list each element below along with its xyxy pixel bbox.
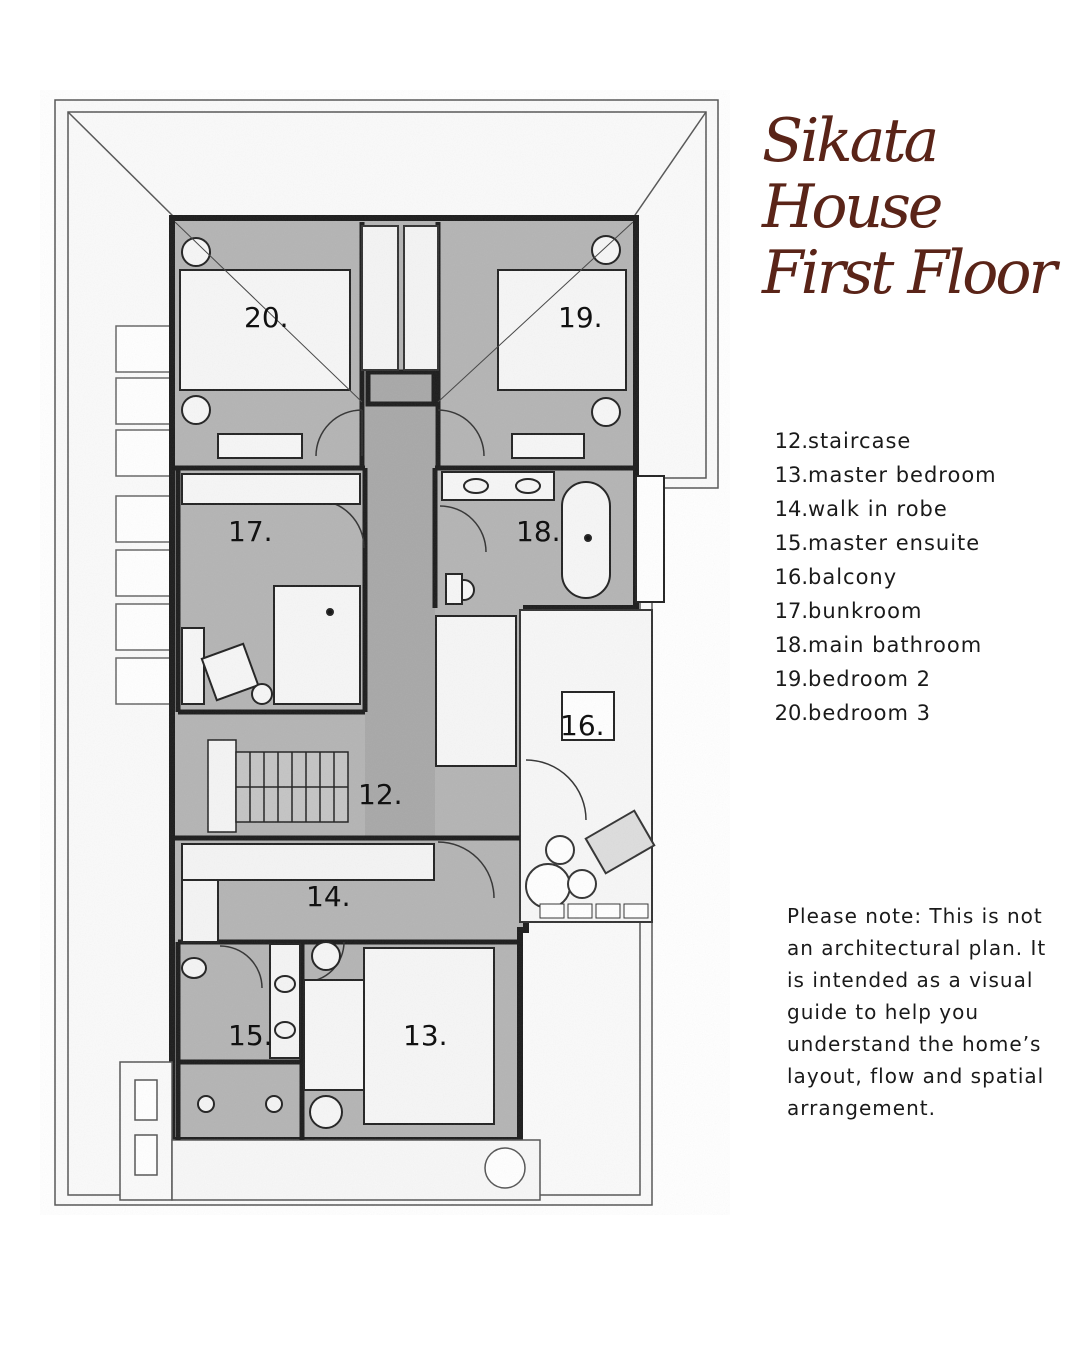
legend-item: 16.balcony [774, 565, 898, 589]
title-line-2: House [762, 172, 941, 242]
disclaimer-note: Please note: This is not an architectural plan. It is intended as a visual guide to help you understand the home’s layout, flow and spatial arrangement. [787, 904, 1047, 1120]
page-title [762, 108, 1072, 306]
room-label-16: 16. [560, 709, 605, 742]
legend-item: 19.bedroom 2 [774, 667, 931, 691]
legend-item: 13.master bedroom [774, 463, 997, 487]
room-label-17: 17. [228, 515, 273, 548]
room-label-18: 18. [516, 515, 561, 548]
room-label-13: 13. [403, 1019, 448, 1052]
room-label-15: 15. [228, 1019, 273, 1052]
title-line-3: First Floor [762, 238, 1055, 308]
title-line-1: Sikata [762, 106, 937, 176]
legend-item: 15.master ensuite [774, 531, 981, 555]
legend-item: 18.main bathroom [774, 633, 983, 657]
legend-item: 17.bunkroom [774, 599, 923, 623]
legend-item: 12.staircase [774, 429, 912, 453]
room-legend [768, 426, 1068, 732]
room-label-12: 12. [358, 778, 403, 811]
room-label-20: 20. [244, 301, 289, 334]
room-label-14: 14. [306, 880, 351, 913]
paper-grain [40, 90, 730, 1215]
legend-item: 14.walk in robe [774, 497, 948, 521]
room-label-19: 19. [558, 301, 603, 334]
legend-item: 20.bedroom 3 [774, 701, 931, 725]
